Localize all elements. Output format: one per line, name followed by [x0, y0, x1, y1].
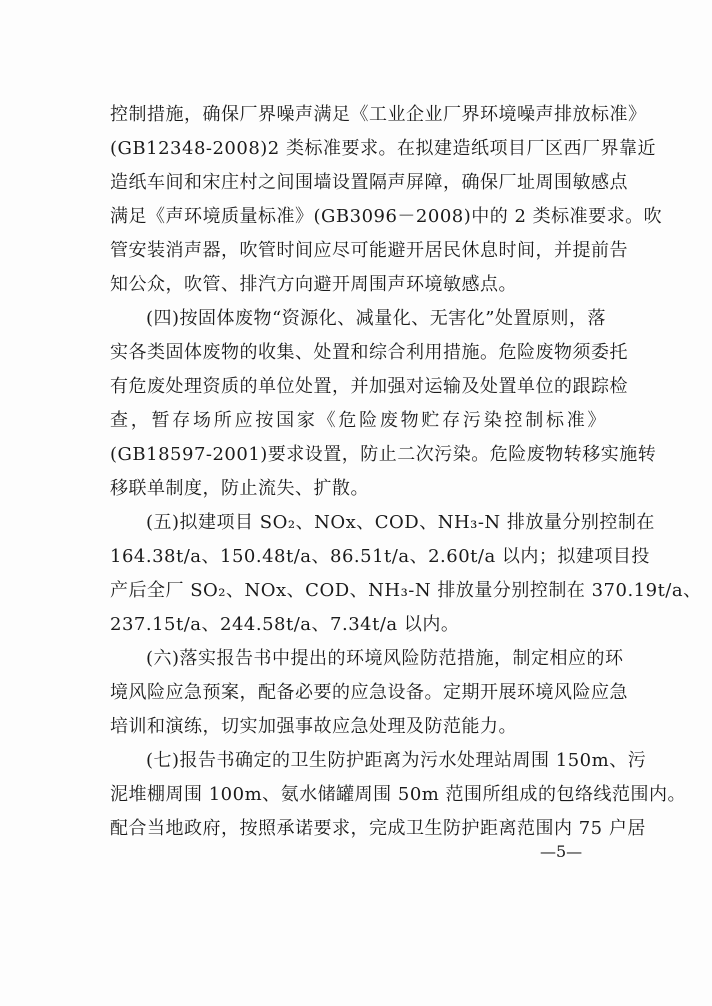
paragraph-5-first-line: (五)拟建项目 SO₂、NOx、COD、NH₃-N 排放量分别控制在	[146, 512, 655, 533]
text-line: 控制措施，确保厂界噪声满足《工业企业厂界环境噪声排放标准》	[110, 104, 647, 125]
paragraph-6-first-line: (六)落实报告书中提出的环境风险防范措施，制定相应的环	[146, 648, 624, 669]
text-line: 管安装消声器，吹管时间应尽可能避开居民休息时间，并提前告	[110, 240, 628, 261]
text-line: (GB12348-2008)2 类标准要求。在拟建造纸项目厂区西厂界靠近	[110, 138, 656, 159]
text-line: 164.38t/a、150.48t/a、86.51t/a、2.60t/a 以内；拟建项目投	[110, 546, 650, 567]
body-text	[110, 98, 702, 846]
text-line: 泥堆棚周围 100m、氨水储罐周围 50m 范围所组成的包络线范围内。	[110, 784, 687, 805]
paragraph-4-first-line: (四)按固体废物“资源化、减量化、无害化”处置原则，落	[146, 308, 606, 329]
text-line: (GB18597-2001)要求设置，防止二次污染。危险废物转移实施转	[110, 444, 657, 465]
text-line: 配合当地政府，按照承诺要求，完成卫生防护距离范围内 75 户居	[110, 818, 646, 839]
text-line: 境风险应急预案，配备必要的应急设备。定期开展环境风险应急	[110, 682, 628, 703]
text-line: 有危废处理资质的单位处置，并加强对运输及处置单位的跟踪检	[110, 376, 628, 397]
text-line: 移联单制度，防止流失、扩散。	[110, 478, 369, 499]
text-line: 知公众，吹管、排汽方向避开周围声环境敏感点。	[110, 274, 517, 295]
text-line: 产后全厂 SO₂、NOx、COD、NH₃-N 排放量分别控制在 370.19t/a、	[110, 580, 702, 601]
text-line: 造纸车间和宋庄村之间围墙设置隔声屏障，确保厂址周围敏感点	[110, 172, 628, 193]
paragraph-7-first-line: (七)报告书确定的卫生防护距离为污水处理站周围 150m、污	[146, 750, 647, 771]
text-line: 查，暂存场所应按国家《危险废物贮存污染控制标准》	[110, 410, 606, 431]
text-line: 培训和演练，切实加强事故应急处理及防范能力。	[110, 716, 517, 737]
page-number: —5—	[540, 842, 583, 861]
text-line: 满足《声环境质量标准》(GB3096－2008)中的 2 类标准要求。吹	[110, 206, 663, 227]
text-line: 237.15t/a、244.58t/a、7.34t/a 以内。	[110, 614, 460, 635]
text-line: 实各类固体废物的收集、处置和综合利用措施。危险废物须委托	[110, 342, 628, 363]
